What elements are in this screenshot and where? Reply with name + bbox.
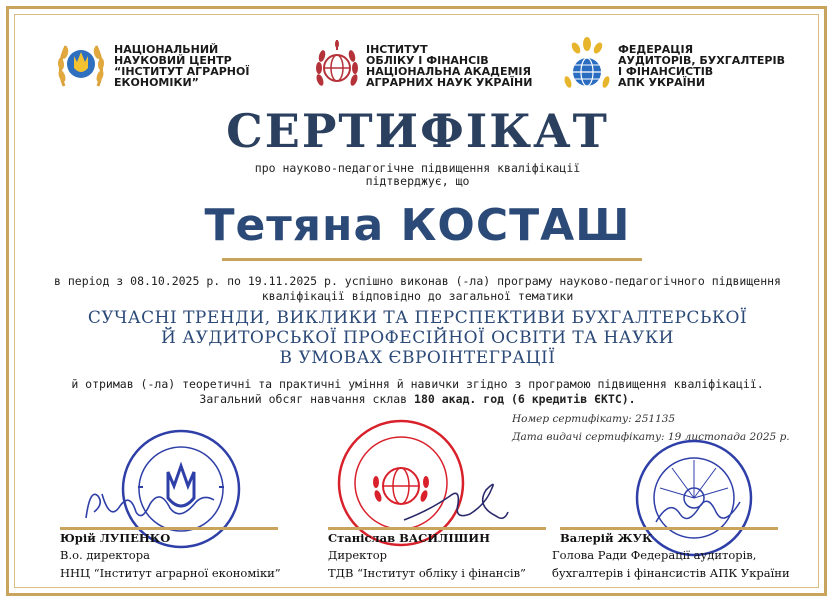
course-topic [0, 308, 835, 368]
period-line-2: кваліфікації відповідно до загальної тематики [261, 289, 574, 303]
certificate-date: Дата видачі сертифікату: 19 листопада 2025 р. [512, 431, 790, 443]
skills-line: й отримав (-ла) теоретичні та практичні уміння й навички згідно з програмою підвищення кваліфікації. [71, 377, 764, 391]
signer-org-2: ТДВ “Інститут обліку і фінансів” [328, 566, 526, 580]
signer-org-1: ННЦ “Інститут аграрної економіки” [60, 566, 281, 580]
topic-line-1: СУЧАСНІ ТРЕНДИ, ВИКЛИКИ ТА ПЕРСПЕКТИВИ БУХГАЛТЕРСЬКОЇ [87, 308, 748, 328]
org-name-3: ФЕДЕРАЦІЯ АУДИТОРІВ, БУХГАЛТЕРІВ І ФІНАНСИСТІВ АПК УКРАЇНИ [618, 43, 785, 89]
signer-name-3: Валерій ЖУК [560, 531, 653, 545]
signature-line-3 [560, 527, 778, 530]
volume-value: 180 акад. год (6 кредитів ЄКТС). [414, 392, 636, 406]
org-header-1 [52, 36, 249, 94]
signer-role-1: В.о. директора [60, 548, 150, 562]
signature-line-2 [328, 527, 546, 530]
topic-line-3: В УМОВАХ ЄВРОІНТЕГРАЦІЇ [279, 348, 556, 368]
topic-line-2: Й АУДИТОРСЬКОЇ ПРОФЕСІЙНОЇ ОСВІТИ ТА НАУКИ [161, 328, 674, 348]
globe-wheat-logo [312, 36, 362, 96]
org-header-2 [312, 36, 532, 96]
signer-name-2: Станіслав ВАСИЛІШИН [328, 531, 491, 545]
signer-org-3: бухгалтерів і фінансистів АПК України [552, 566, 790, 580]
subtitle-line-1: про науково-педагогічне підвищення кваліфікації [254, 161, 581, 175]
name-divider [222, 258, 642, 261]
volume-line [30, 392, 805, 407]
globe-sunflower-logo [560, 36, 614, 96]
signer-role-3: Голова Ради Федерації аудиторів, [552, 548, 757, 562]
signature-line-1 [60, 527, 278, 530]
skills-text [30, 377, 805, 407]
period-line-1: в період з 08.10.2025 р. по 19.11.2025 р. успішно виконав (-ла) програму науково-педагогічного підвищення [54, 274, 781, 288]
period-text [30, 274, 805, 304]
signature-lupenko [80, 482, 220, 528]
org-name-2: ІНСТИТУТ ОБЛІКУ І ФІНАНСІВ НАЦІОНАЛЬНА АКАДЕМІЯ АГРАРНИХ НАУК УКРАЇНИ [366, 43, 533, 89]
recipient-name: Тетяна КОСТАШ [204, 200, 631, 251]
certificate-number: Номер сертифікату: 251135 [512, 413, 676, 425]
signature-zhuk [650, 488, 750, 532]
subtitle-line-2: підтверджує, що [365, 174, 470, 188]
trident-wheat-logo [52, 36, 110, 94]
certificate-title: СЕРТИФІКАТ [226, 104, 609, 158]
signer-name-1: Юрій ЛУПЕНКО [60, 531, 171, 545]
org-header-3 [560, 36, 785, 96]
org-name-1: НАЦІОНАЛЬНИЙ НАУКОВИЙ ЦЕНТР “ІНСТИТУТ АГРАРНОЇ ЕКОНОМІКИ” [114, 43, 250, 89]
volume-prefix: Загальний обсяг навчання склав [199, 392, 415, 406]
certificate-subtitle [0, 162, 835, 188]
signer-role-2: Директор [328, 548, 388, 562]
